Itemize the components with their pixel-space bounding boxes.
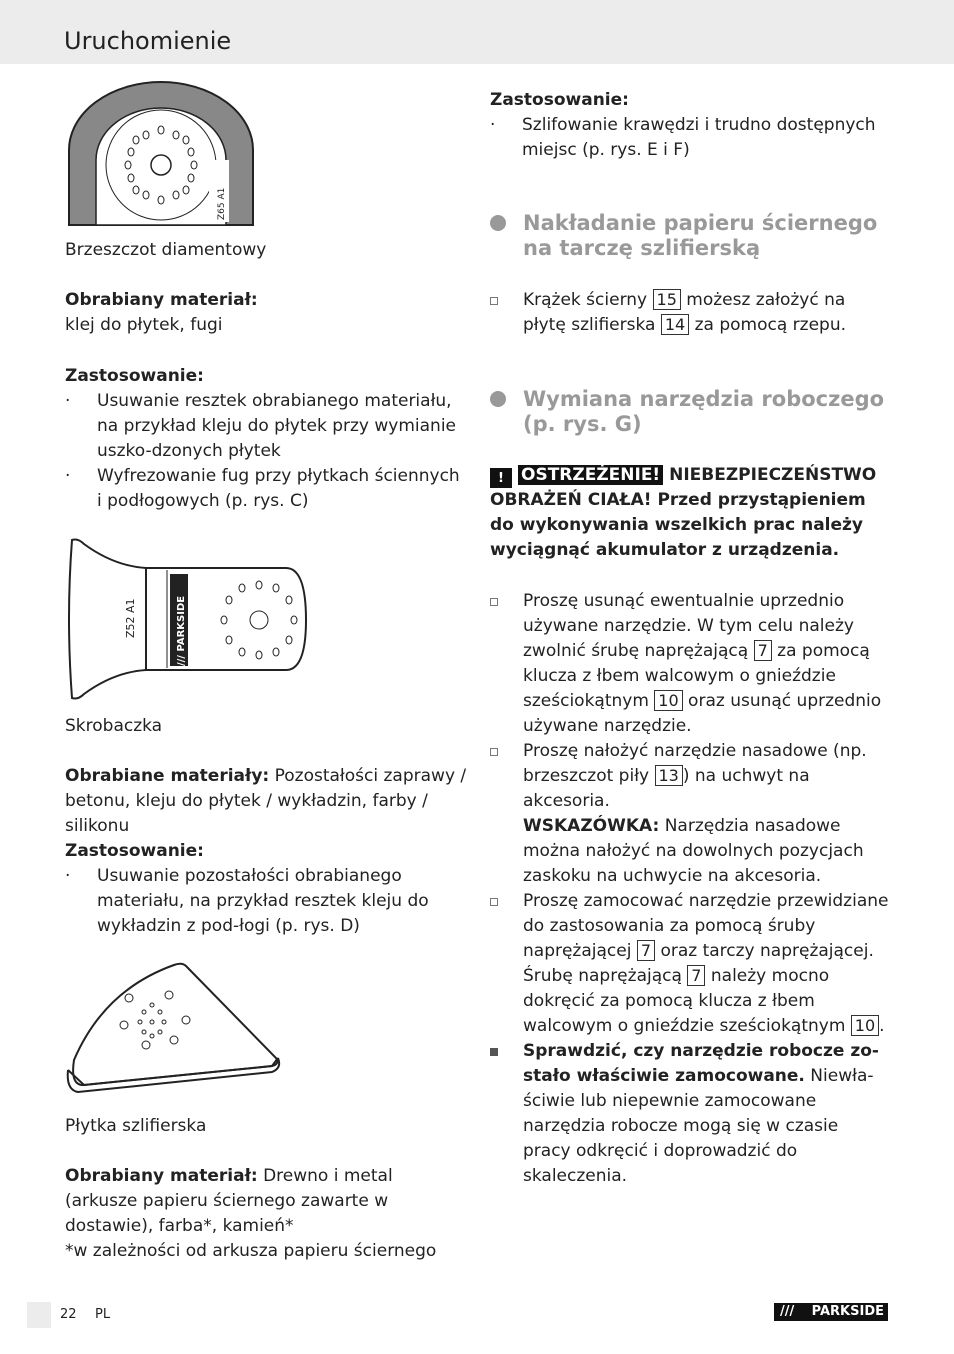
language-code: PL bbox=[95, 1307, 111, 1322]
list-item: · Usuwanie pozostałości obrabianego materiału, na przykład resztek kleju do wykładzin z pod-łogi (p. rys. D) bbox=[65, 866, 429, 936]
plate-footnote: *w zależności od arkusza papieru ściernego bbox=[65, 1241, 437, 1261]
blade1-use-label: Zastosowanie: bbox=[65, 366, 204, 386]
page-header bbox=[0, 0, 954, 64]
part-ref: 10 bbox=[851, 1015, 879, 1036]
part-ref: 7 bbox=[754, 640, 772, 661]
scraper-use-block bbox=[65, 839, 465, 939]
plate-material-value: Drewno i metal (arkusze papieru ściernego zawarte w dostawie), farba*, kamień* bbox=[65, 1166, 393, 1236]
brand-name: PARKSIDE bbox=[811, 1304, 884, 1319]
scraper-brand: /// PARKSIDE bbox=[176, 595, 187, 666]
checkbox-square-icon bbox=[490, 297, 498, 305]
blade1-material-block bbox=[65, 288, 465, 338]
scraper-illustration bbox=[64, 538, 314, 700]
scraper-use-label: Zastosowanie: bbox=[65, 841, 204, 861]
list-item: · Wyfrezowanie fug przy płytkach ściennych i podłogowych (p. rys. C) bbox=[65, 466, 460, 511]
sanding-plate-illustration bbox=[64, 960, 284, 1096]
page-number-tab bbox=[27, 1302, 51, 1328]
list-item: Sprawdzić, czy narzędzie robocze zo-stało właściwie zamocowane. Niewła-ściwie lub niepewnie zamocowane narzędzia robocze mogą się w czasie pracy odkręcić i doprowadzić do skaleczenia. bbox=[490, 1039, 890, 1189]
part-ref: 14 bbox=[661, 314, 689, 335]
heading-bullet-icon bbox=[490, 215, 506, 231]
warning-text: NIEBEZPIECZEŃSTWO OBRAŻEŃ CIAŁA! Przed przystąpieniem do wykonywania wszelkich prac należy wyciągnąć akumulator z urządzenia. bbox=[490, 465, 877, 560]
blade1-material-label: Obrabiany materiał: bbox=[65, 290, 258, 310]
part-ref: 7 bbox=[687, 965, 705, 986]
blade1-use-block bbox=[65, 364, 465, 514]
list-item: · Szlifowanie krawędzi i trudno dostępnych miejsc (p. rys. E i F) bbox=[490, 115, 876, 160]
part-ref: 13 bbox=[655, 765, 683, 786]
list-item: Krążek ścierny 15 możesz założyć na płytę szlifierska 14 za pomocą rzepu. bbox=[490, 288, 890, 338]
section-heading-tool: Wymiana narzędzia roboczego (p. rys. G) bbox=[490, 387, 900, 437]
scraper-material-value: Pozostałości zaprawy / betonu, kleju do płytek / wykładzin, farby / silikonu bbox=[65, 766, 467, 836]
plate-material-block bbox=[65, 1164, 470, 1264]
plate-caption: Płytka szlifierska bbox=[65, 1116, 207, 1136]
part-ref: 15 bbox=[653, 289, 681, 310]
logo-stripes-icon: /// bbox=[780, 1304, 795, 1319]
filled-square-icon bbox=[490, 1048, 498, 1056]
scraper-material-label: Obrabiane materiały: bbox=[65, 766, 270, 786]
list-item: Proszę zamocować narzędzie przewidziane do zastosowania za pomocą śruby naprężającej 7 oraz tarczy naprężającej. Śrubę naprężającą 7 należy mocno dokręcić za pomocą klucza z łbem walcowym o gnieździe sześciokątnym 10 . bbox=[490, 889, 890, 1039]
list-item: · Usuwanie resztek obrabianego materiału, na przykład kleju do płytek przy wymianie uszko-dzonych płytek bbox=[65, 391, 457, 461]
warning-block bbox=[490, 463, 890, 563]
heading-bullet-icon bbox=[490, 391, 506, 407]
note-label: WSKAZÓWKA: bbox=[523, 816, 660, 836]
scraper-caption: Skrobaczka bbox=[65, 716, 163, 736]
page-number: 22 bbox=[60, 1307, 77, 1322]
warning-triangle-icon: ! bbox=[490, 468, 512, 488]
part-ref: 7 bbox=[637, 940, 655, 961]
section-heading-paper: Nakładanie papieru ściernego na tarczę szlifierską bbox=[490, 211, 900, 261]
edge-use-label: Zastosowanie: bbox=[490, 90, 629, 110]
blade1-material-value: klej do płytek, fugi bbox=[65, 315, 223, 335]
page-title: Uruchomienie bbox=[64, 27, 232, 55]
scraper-stamp: Z52 A1 bbox=[124, 598, 137, 638]
edge-use-block bbox=[490, 88, 890, 163]
checkbox-square-icon bbox=[490, 598, 498, 606]
checkbox-square-icon bbox=[490, 748, 498, 756]
plate-material-label: Obrabiany materiał: bbox=[65, 1166, 258, 1186]
brand-logo bbox=[774, 1303, 888, 1321]
diamond-blade-illustration bbox=[66, 80, 256, 230]
paper-step bbox=[490, 288, 890, 338]
checkbox-square-icon bbox=[490, 898, 498, 906]
list-item: Proszę usunąć ewentualnie uprzednio używane narzędzie. W tym celu należy zwolnić śrubę naprężającą 7 za pomocą klucza z łbem walcowym o gnieździe sześciokątnym 10 oraz usunąć uprzednio używane narzędzie. bbox=[490, 589, 890, 739]
list-item: Proszę nałożyć narzędzie nasadowe (np. brzeszczot piły 13 ) na uchwyt na akcesoria. WSKAZÓWKA: Narzędzia nasadowe można nałożyć na dowolnych pozycjach zaskoku na uchwycie na akcesoria. bbox=[490, 739, 890, 889]
warning-label: OSTRZEŻENIE! bbox=[518, 465, 663, 485]
blade1-stamp: Z65 A1 bbox=[217, 187, 227, 220]
part-ref: 10 bbox=[654, 690, 682, 711]
scraper-material-block bbox=[65, 764, 470, 839]
tool-steps bbox=[490, 589, 890, 1189]
blade1-caption: Brzeszczot diamentowy bbox=[65, 240, 267, 260]
